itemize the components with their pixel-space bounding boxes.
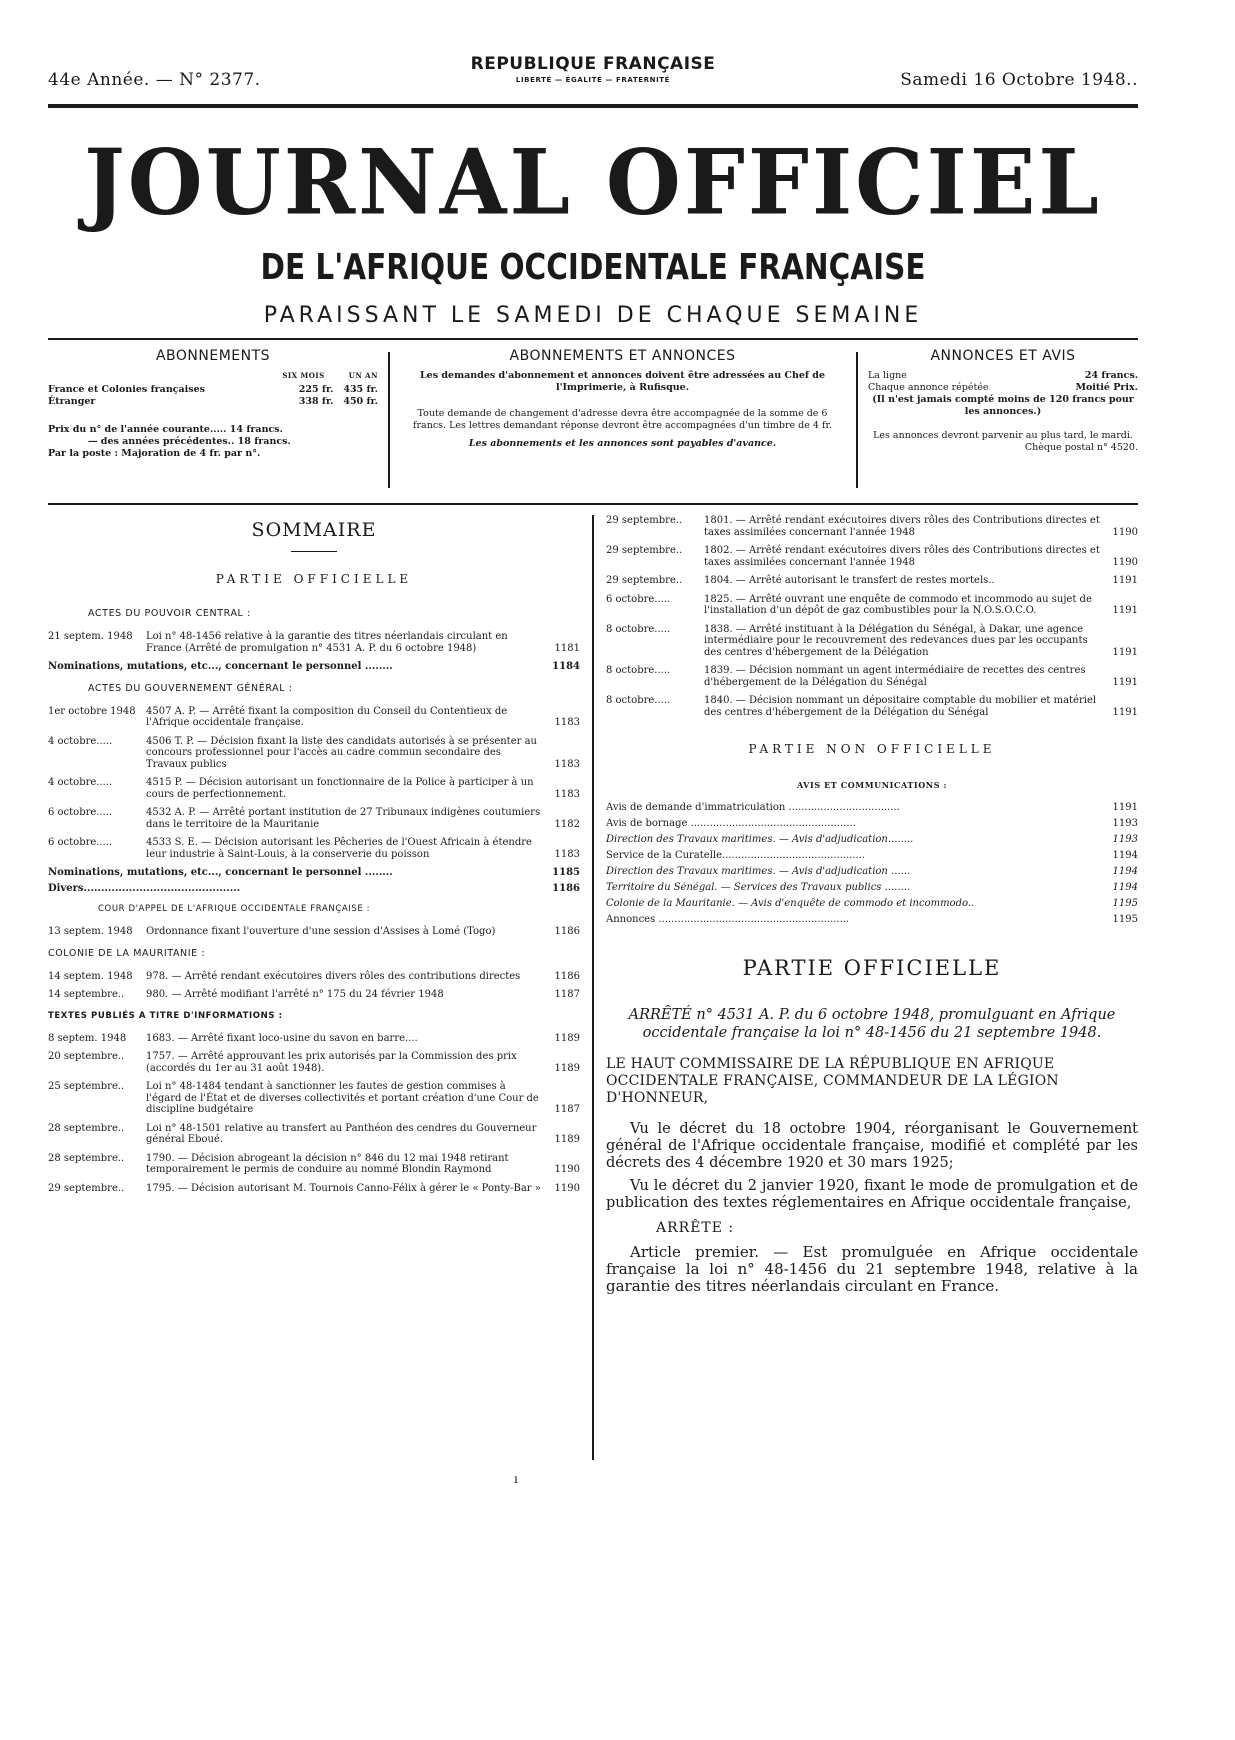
sommaire-entry: 14 septembre.. 980. — Arrêté modifiant l'arrêté n° 175 du 24 février 1948 1187 [48, 989, 580, 1000]
avis-entry: Avis de demande d'immatriculation ................................... 1191 [606, 802, 1138, 813]
avis-entry: Service de la Curatelle............................................. 1194 [606, 850, 1138, 861]
vu-paragraph: Vu le décret du 18 octobre 1904, réorganisant le Gouvernement général de l'Afrique occidentale française, modifié et complété par les décrets des 4 décembre 1920 et 30 mars 1925; [606, 1121, 1138, 1171]
section-heading: COUR D'APPEL DE L'AFRIQUE OCCIDENTALE FRANÇAISE : [98, 904, 371, 914]
prix-poste: Par la poste : Majoration de 4 fr. par n°. [48, 448, 261, 459]
sommaire-entry: 13 septem. 1948 Ordonnance fixant l'ouverture d'une session d'Assises à Lomé (Togo) 1186 [48, 926, 580, 937]
prix-numero: Prix du n° de l'année courante..... 14 francs. [48, 424, 283, 435]
abonnements-annonces-title: ABONNEMENTS ET ANNONCES [509, 348, 736, 364]
col-six-mois: SIX MOIS [282, 371, 325, 380]
avis-entry: Avis de bornage .................................................... 1193 [606, 818, 1138, 829]
section-heading: ACTES DU GOUVERNEMENT GÉNÉRAL : [88, 682, 293, 694]
sommaire-entry: 6 octobre..... 4532 A. P. — Arrêté portant institution de 27 Tribunaux indigènes coutumiers dans le territoire de la Mauritanie 1182 [48, 807, 580, 830]
page-header [48, 54, 1138, 94]
issue-date: Samedi 16 Octobre 1948.. [900, 70, 1138, 90]
section-heading: COLONIE DE LA MAURITANIE : [48, 947, 206, 959]
section-heading: ACTES DU POUVOIR CENTRAL : [88, 608, 251, 619]
box-divider [856, 352, 858, 488]
issue-number: 44e Année. — N° 2377. [48, 70, 261, 90]
sommaire-entry: 20 septembre.. 1757. — Arrêté approuvant les prix autorisés par la Commission des prix (accordés du 1er au 31 août 1948). 1189 [48, 1051, 580, 1074]
sommaire-entry: 4 octobre..... 4515 P. — Décision autorisant un fonctionnaire de la Police à participer à un cours de perfectionnement. 1183 [48, 777, 580, 800]
sommaire-entry: 29 septembre.. 1801. — Arrêté rendant exécutoires divers rôles des Contributions directes et taxes assimilées concernant l'année 1948 1190 [606, 515, 1138, 538]
arrete-word: ARRÊTE : [656, 1220, 735, 1236]
sommaire-entry: 1er octobre 1948 4507 A. P. — Arrêté fixant la composition du Conseil du Contentieux de l'Afrique occidentale française. 1183 [48, 705, 580, 728]
prix-anciens: — des années précédentes.. 18 francs. [88, 436, 291, 447]
article-premier: Article premier. — Est promulguée en Afrique occidentale française la loi n° 48-1456 du 21 septembre 1948, relative à la garantie des titres néerlandais circulant en France. [606, 1243, 1138, 1295]
sommaire-right-column [606, 515, 1138, 1295]
sommaire-entry: 6 octobre..... 4533 S. E. — Décision autorisant les Pêcheries de l'Ouest Africain à étendre leur industrie à Saint-Louis, à la conserverie du poisson 1183 [48, 837, 580, 860]
tarif-row: France et Colonies françaises 225 fr. 435 fr. [48, 384, 378, 395]
sommaire-entry: 8 octobre..... 1839. — Décision nommant un agent intermédiaire de recettes des centres d'hébergement de la Délégation du Sénégal 1191 [606, 665, 1138, 688]
sommaire-entry: 8 octobre..... 1840. — Décision nommant un dépositaire comptable du mobilier et matériel des centres d'hébergement de la Délégation du Sénégal 1191 [606, 695, 1138, 718]
sommaire-entry: 29 septembre.. 1802. — Arrêté rendant exécutoires divers rôles des Contributions directes et taxes assimilées concernant l'année 1948 1190 [606, 545, 1138, 568]
parution-line: PARAISSANT LE SAMEDI DE CHAQUE SEMAINE [263, 303, 923, 328]
abonnements-box [48, 350, 378, 490]
abonnements-annonces-box: ABONNEMENTS ET ANNONCES Les demandes d'abonnement et annonces doivent être adressées au Chef de l'Imprimerie, à Rufisque. Toute demande de changement d'adresse devra être accompagnée de la somme de 6 francs. Les lettres demandant réponse devront être accompagnées d'un timbre de 4 fr. Les abonnements et les annonces sont payables d'avance. [400, 350, 845, 490]
sommaire-entry: 29 septembre.. 1804. — Arrêté autorisant le transfert de restes mortels.. 1191 [606, 575, 1138, 586]
vu-paragraph: Vu le décret du 2 janvier 1920, fixant le mode de promulgation et de publication des textes réglementaires en Afrique occidentale française, [606, 1178, 1138, 1211]
sommaire-entry: 8 octobre..... 1838. — Arrêté instituant à la Délégation du Sénégal, à Dakar, une agence intermédiaire pour le recouvrement des redevances dues par les occupants des centres d'hébergement de la Délégation 1191 [606, 623, 1138, 658]
header-rule [48, 104, 1138, 108]
subscription-panel [48, 350, 1138, 490]
commissaire-line: LE HAUT COMMISSAIRE DE LA RÉPUBLIQUE EN AFRIQUE OCCIDENTALE FRANÇAISE, COMMANDEUR DE LA LÉGION D'HONNEUR, [606, 1056, 1059, 1106]
abonnements-title: ABONNEMENTS [155, 348, 271, 364]
annonces-avis-box: ANNONCES ET AVIS La ligne 24 francs. Chaque annonce répétée Moitié Prix. (Il n'est jamais compté moins de 120 francs pour les annonces.) Les annonces devront parvenir au plus tard, le mardi. Chèque postal n° 4520. [868, 348, 1138, 453]
section-heading: TEXTES PUBLIÉS A TITRE D'INFORMATIONS : [48, 1010, 283, 1021]
sommaire-entry: 25 septembre.. Loi n° 48-1484 tendant à sanctionner les fautes de gestion commises à l'égard de l'État et de diverses collectivités et portant création d'une Cour de discipline budgétaire 1187 [48, 1081, 580, 1115]
partie-officielle-heading: PARTIE OFFICIELLE [215, 572, 413, 586]
sommaire-entry: 28 septembre.. 1790. — Décision abrogeant la décision n° 846 du 12 mai 1948 retirant temporairement le permis de conduire au nommé Blondin Raymond 1190 [48, 1152, 580, 1175]
masthead-rule [48, 338, 1138, 340]
sommaire-entry: 8 septem. 1948 1683. — Arrêté fixant loco-usine du savon en barre.... 1189 [48, 1032, 580, 1044]
journal-subtitle: DE L'AFRIQUE OCCIDENTALE FRANÇAISE [260, 247, 926, 288]
sommaire-entry: Nominations, mutations, etc..., concernant le personnel ........ 1184 [48, 661, 580, 672]
avis-entry: Territoire du Sénégal. — Services des Travaux publics ........ 1194 [606, 882, 1138, 893]
page-mark: ı [514, 1472, 518, 1486]
avis-entry: Direction des Travaux maritimes. — Avis d'adjudication........ 1193 [606, 834, 1138, 845]
devise: LIBERTÉ — ÉGALITÉ — FRATERNITÉ [515, 76, 671, 84]
sommaire-entry: 14 septem. 1948 978. — Arrêté rendant exécutoires divers rôles des contributions directes 1186 [48, 970, 580, 982]
partie-officielle-title: PARTIE OFFICIELLE [742, 956, 1002, 980]
arrete-title: ARRÊTÉ n° 4531 A. P. du 6 octobre 1948, promulguant en Afrique occidentale française la loi n° 48-1456 du 21 septembre 1948. [628, 1007, 1116, 1041]
annonces-avis-title: ANNONCES ET AVIS [930, 348, 1076, 364]
sommaire-entry: 21 septem. 1948 Loi n° 48-1456 relative à la garantie des titres néerlandais circulant en France (Arrêté de promulgation n° 4531 A. P. du 6 octobre 1948) 1181 [48, 631, 580, 654]
sommaire-entry: 29 septembre.. 1795. — Décision autorisant M. Tournois Canno-Félix à gérer le « Ponty-Bar » 1190 [48, 1182, 580, 1194]
republique-heading: REPUBLIQUE FRANÇAISE [470, 54, 716, 74]
journal-title: JOURNAL OFFICIEL [84, 129, 1102, 236]
avis-entry: Direction des Travaux maritimes. — Avis d'adjudication ...... 1194 [606, 866, 1138, 877]
avis-entry: Colonie de la Mauritanie. — Avis d'enquête de commodo et incommodo.. 1195 [606, 898, 1138, 909]
sommaire-entry: Divers............................................. 1186 [48, 882, 580, 894]
box-divider [388, 352, 390, 488]
avis-heading: AVIS ET COMMUNICATIONS : [796, 780, 948, 790]
tarif-row: Étranger 338 fr. 450 fr. [48, 396, 378, 407]
column-divider [592, 515, 594, 1460]
sommaire-left-column [48, 515, 580, 1201]
body-rule [48, 503, 1138, 505]
sommaire-entry: 6 octobre..... 1825. — Arrêté ouvrant une enquête de commodo et incommodo au sujet de l'installation d'un dépôt de gaz combustibles pour la N.O.S.O.C.O. 1191 [606, 593, 1138, 616]
sommaire-entry: 28 septembre.. Loi n° 48-1501 relative au transfert au Panthéon des cendres du Gouverneur général Eboué. 1189 [48, 1122, 580, 1145]
sommaire-entry: 4 octobre..... 4506 T. P. — Décision fixant la liste des candidats autorisés à se présenter au concours professionnel pour l'accès au cadre commun secondaire des Travaux publics 1183 [48, 735, 580, 770]
partie-non-officielle-heading: PARTIE NON OFFICIELLE [748, 742, 996, 756]
sommaire-title: SOMMAIRE [251, 519, 377, 541]
sommaire-entry: Nominations, mutations, etc..., concernant le personnel ........ 1185 [48, 867, 580, 878]
col-un-an: UN AN [348, 371, 378, 380]
avis-entry: Annonces ............................................................ 1195 [606, 914, 1138, 925]
